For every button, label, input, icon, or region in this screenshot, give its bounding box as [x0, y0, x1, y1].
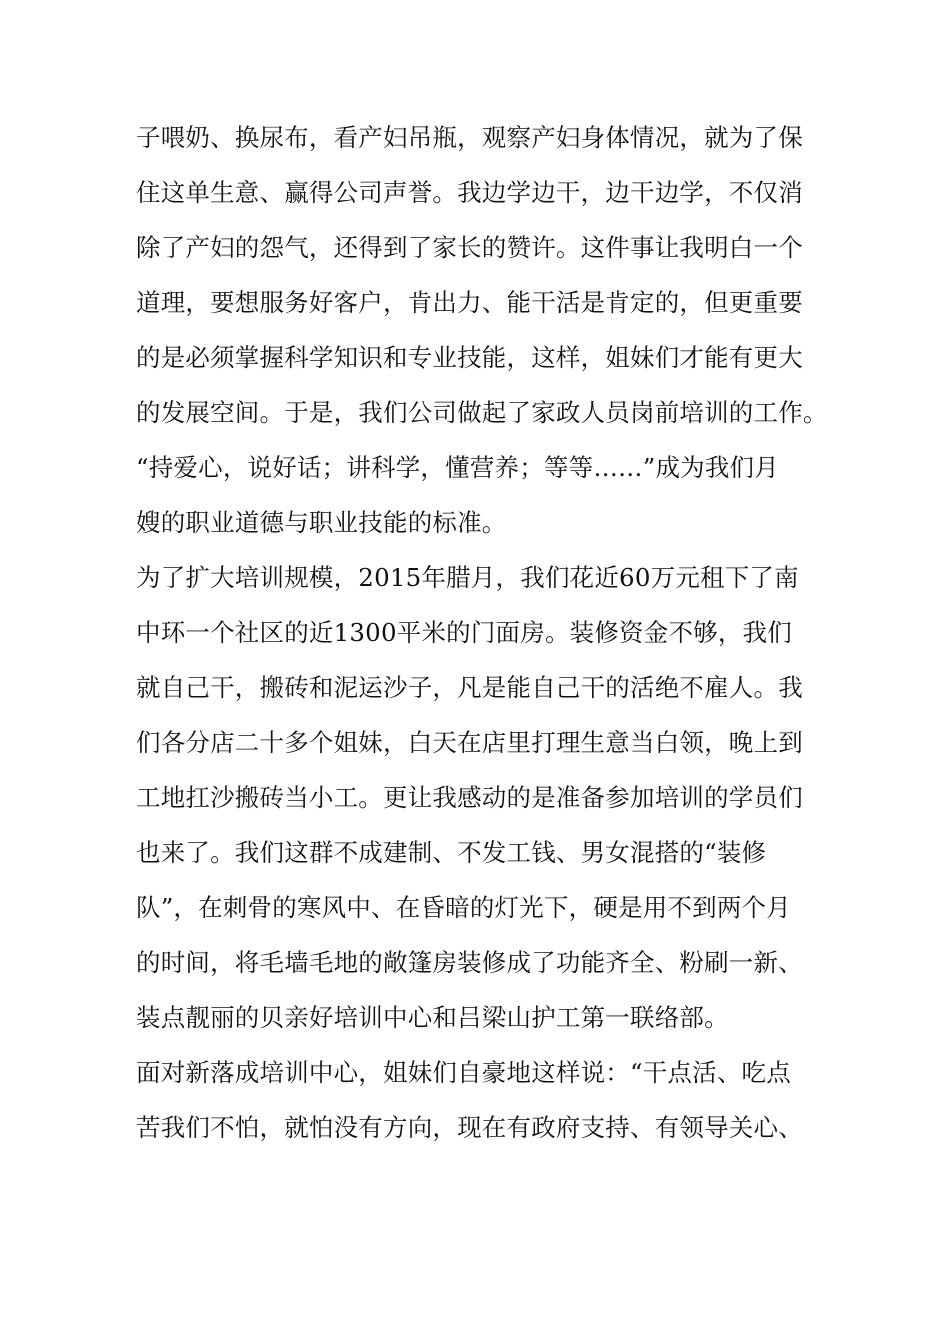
text-line: 队”，在刺骨的寒风中、在昏暗的灯光下，硬是用不到两个月 — [136, 893, 791, 922]
text-line: 道理，要想服务好客户，肯出力、能干活是肯定的，但更重要 — [136, 288, 803, 317]
text-line: 就自己干，搬砖和泥运沙子，凡是能自己干的活绝不雇人。我 — [136, 673, 803, 702]
text-line: 工地扛沙搬砖当小工。更让我感动的是准备参加培训的学员们 — [136, 783, 803, 812]
text-line: 苦我们不怕，就怕没有方向，现在有政府支持、有领导关心、 — [136, 1113, 803, 1142]
text-line: 除了产妇的怨气，还得到了家长的赞许。这件事让我明白一个 — [136, 233, 803, 262]
text-line: 的是必须掌握科学知识和专业技能，这样，姐妹们才能有更大 — [136, 343, 803, 372]
text-line: “持爱心，说好话；讲科学，懂营养；等等……”成为我们月 — [136, 453, 779, 482]
text-line: 们各分店二十多个姐妹，白天在店里打理生意当白领，晚上到 — [136, 728, 803, 757]
document-text-body — [136, 116, 856, 1161]
text-line: 也来了。我们这群不成建制、不发工钱、男女混搭的“装修 — [136, 838, 767, 867]
text-line: 装点靓丽的贝亲好培训中心和吕梁山护工第一联络部。 — [136, 1003, 729, 1032]
text-line: 的时间，将毛墙毛地的敞篷房装修成了功能齐全、粉刷一新、 — [136, 948, 803, 977]
text-line: 的发展空间。于是，我们公司做起了家政人员岗前培训的工作。 — [136, 398, 828, 427]
text-line: 面对新落成培训中心，姐妹们自豪地这样说：“干点活、吃点 — [136, 1058, 791, 1087]
text-line: 住这单生意、赢得公司声誉。我边学边干，边干边学，不仅消 — [136, 178, 803, 207]
text-line: 嫂的职业道德与职业技能的标准。 — [136, 508, 507, 537]
text-line: 为了扩大培训规模，2015年腊月，我们花近60万元租下了南 — [136, 563, 799, 592]
text-line: 中环一个社区的近1300平米的门面房。装修资金不够，我们 — [136, 618, 792, 647]
text-line: 子喂奶、换尿布，看产妇吊瓶，观察产妇身体情况，就为了保 — [136, 123, 803, 152]
